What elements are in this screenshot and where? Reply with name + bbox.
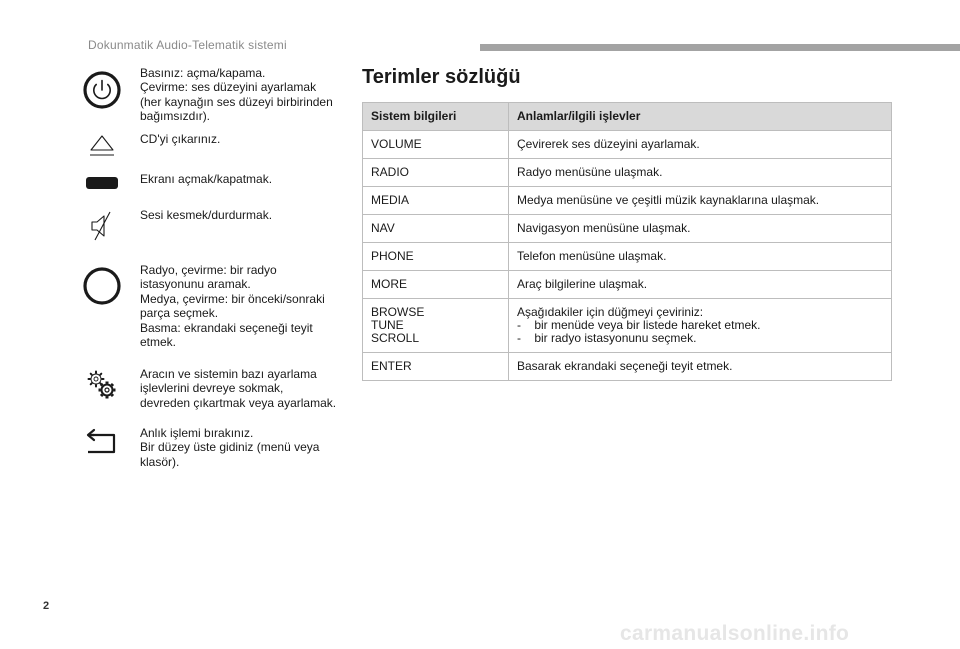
control-power-text: Basınız: açma/kapama. Çevirme: ses düzeyini ayarlamak (her kaynağın ses düzeyi birbirinden bağımsızdır). — [140, 66, 333, 124]
eject-icon — [82, 134, 130, 158]
table-row — [363, 299, 892, 353]
glossary-term: MORE — [363, 271, 509, 299]
page-number: 2 — [43, 600, 50, 612]
glossary-meaning: Radyo menüsüne ulaşmak. — [509, 159, 892, 187]
screen-toggle-icon — [82, 172, 130, 196]
glossary-term: NAV — [363, 215, 509, 243]
control-eject-text: CD'yi çıkarınız. — [140, 132, 221, 146]
glossary-meaning: Navigasyon menüsüne ulaşmak. — [509, 215, 892, 243]
glossary-meaning: Çevirerek ses düzeyini ayarlamak. — [509, 131, 892, 159]
table-row — [363, 215, 892, 243]
watermark: carmanualsonline.info — [620, 622, 850, 645]
glossary-table — [362, 102, 892, 381]
table-row — [363, 159, 892, 187]
glossary-title: Terimler sözlüğü — [362, 66, 521, 88]
glossary-term: MEDIA — [363, 187, 509, 215]
table-row — [363, 243, 892, 271]
control-rotary-text: Radyo, çevirme: bir radyo istasyonunu aramak. Medya, çevirme: bir önceki/sonraki parça seçmek. Basma: ekrandaki seçeneği teyit etmek. — [140, 263, 325, 350]
glossary-header-term: Sistem bilgileri — [363, 103, 509, 131]
glossary-meaning: Medya menüsüne ve çeşitli müzik kaynaklarına ulaşmak. — [509, 187, 892, 215]
glossary-meaning: Basarak ekrandaki seçeneği teyit etmek. — [509, 353, 892, 381]
settings-gears-icon — [82, 367, 130, 403]
control-screen-text: Ekranı açmak/kapatmak. — [140, 172, 273, 186]
header-bar — [480, 44, 960, 51]
control-settings-text: Aracın ve sistemin bazı ayarlama işlevlerini devreye sokmak, devreden çıkartmak veya ayarlamak. — [140, 367, 337, 410]
table-row — [363, 187, 892, 215]
glossary-term: PHONE — [363, 243, 509, 271]
rotary-knob-icon — [82, 266, 130, 306]
control-back-text: Anlık işlemi bırakınız. Bir düzey üste gidiniz (menü veya klasör). — [140, 426, 320, 469]
glossary-meaning: Araç bilgilerine ulaşmak. — [509, 271, 892, 299]
glossary-header-meaning: Anlamlar/ilgili işlevler — [509, 103, 892, 131]
glossary-term: BROWSE TUNE SCROLL — [363, 299, 509, 353]
mute-icon — [82, 208, 130, 244]
glossary-term: VOLUME — [363, 131, 509, 159]
glossary-meaning: Telefon menüsüne ulaşmak. — [509, 243, 892, 271]
table-row — [363, 131, 892, 159]
glossary-term: ENTER — [363, 353, 509, 381]
control-mute-text: Sesi kesmek/durdurmak. — [140, 208, 273, 222]
glossary-term: RADIO — [363, 159, 509, 187]
table-row — [363, 353, 892, 381]
power-knob-icon — [82, 70, 130, 110]
glossary-header-row — [363, 103, 892, 131]
table-row — [363, 271, 892, 299]
header-title: Dokunmatik Audio-Telematik sistemi — [88, 38, 287, 52]
back-arrow-icon — [82, 426, 130, 462]
glossary-meaning: Aşağıdakiler için düğmeyi çeviriniz: - bir menüde veya bir listede hareket etmek. - bir radyo istasyonunu seçmek. — [509, 299, 892, 353]
